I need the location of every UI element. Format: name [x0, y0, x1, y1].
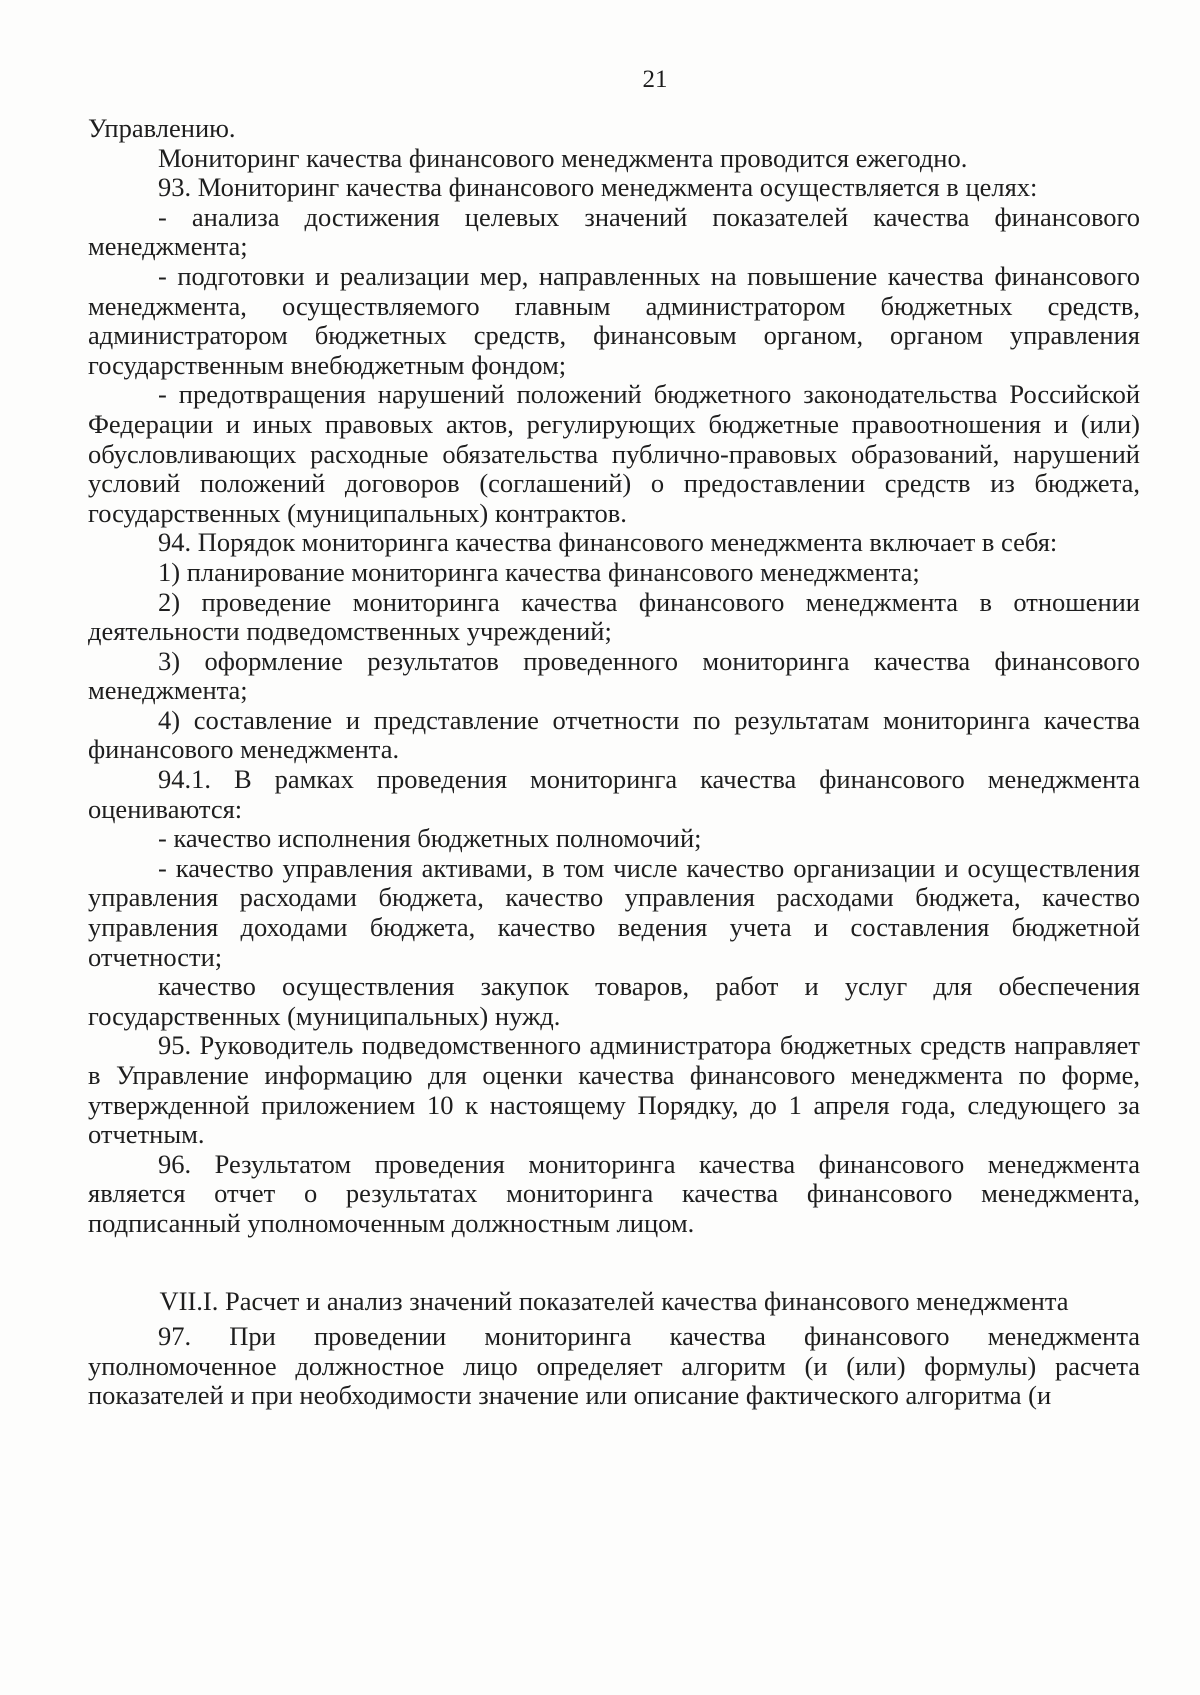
section-heading: VII.I. Расчет и анализ значений показателей качества финансового менеджмента	[159, 1285, 1069, 1316]
list-item-93-2: - подготовки и реализации мер, направленных на повышение качества финансового менеджмента, осуществляемого главным администратором бюджетных средств, администратором бюджетных средств, финансовым органом, органом управления государственным внебюджетным фондом;	[88, 260, 1140, 380]
list-item-94-1: 1) планирование мониторинга качества финансового менеджмента;	[158, 556, 920, 587]
paragraph-continuation: Управлению.	[88, 113, 236, 143]
list-item-93-3: - предотвращения нарушений положений бюджетного законодательства Российской Федерации и иных правовых актов, регулирующих бюджетные правоотношения и (или) обусловливающих расходные обязательства публично-правовых образований, нарушений условий положений договоров (соглашений) о предоставлении средств из бюджета, государственных (муниципальных) контрактов.	[88, 379, 1140, 528]
list-item-94-4: 4) составление и представление отчетности по результатам мониторинга качества финансового менеджмента.	[88, 704, 1140, 765]
paragraph-95: 95. Руководитель подведомственного администратора бюджетных средств направляет в Управление информацию для оценки качества финансового менеджмента по форме, утвержденной приложением 10 к настоящему Порядку, до 1 апреля года, следующего за отчетным.	[88, 1030, 1140, 1150]
page-number: 21	[642, 66, 668, 93]
list-item-94-3: 3) оформление результатов проведенного мониторинга качества финансового менеджмента;	[88, 645, 1140, 706]
list-item-94-2: 2) проведение мониторинга качества финансового менеджмента в отношении деятельности подведомственных учреждений;	[88, 586, 1140, 647]
paragraph-97: 97. При проведении мониторинга качества финансового менеджмента уполномоченное должностное лицо определяет алгоритм (и (или) формулы) расчета показателей и при необходимости значение или описание фактического алгоритма (и	[88, 1321, 1140, 1411]
document-body	[88, 114, 1140, 1411]
paragraph-94-1: 94.1. В рамках проведения мониторинга качества финансового менеджмента оцениваются:	[88, 764, 1140, 824]
paragraph-94: 94. Порядок мониторинга качества финансового менеджмента включает в себя:	[158, 527, 1058, 558]
paragraph-93: 93. Мониторинг качества финансового менеджмента осуществляется в целях:	[158, 172, 1038, 203]
list-item-94-1-a: - качество исполнения бюджетных полномочий;	[158, 823, 702, 854]
list-item-94-1-b: - качество управления активами, в том числе качество организации и осуществления управления расходами бюджета, качество управления расходами бюджета, качество управления доходами бюджета, качество ведения учета и составления бюджетной отчетности;	[88, 852, 1140, 972]
paragraph-monitoring-frequency: Мониторинг качества финансового менеджмента проводится ежегодно.	[158, 142, 968, 173]
list-item-93-1: - анализа достижения целевых значений показателей качества финансового менеджмента;	[88, 201, 1140, 262]
list-item-94-1-c: качество осуществления закупок товаров, работ и услуг для обеспечения государственных (муниципальных) нужд.	[88, 971, 1140, 1031]
paragraph-96: 96. Результатом проведения мониторинга качества финансового менеджмента является отчет о результатах мониторинга качества финансового менеджмента, подписанный уполномоченным должностным лицом.	[88, 1148, 1140, 1238]
